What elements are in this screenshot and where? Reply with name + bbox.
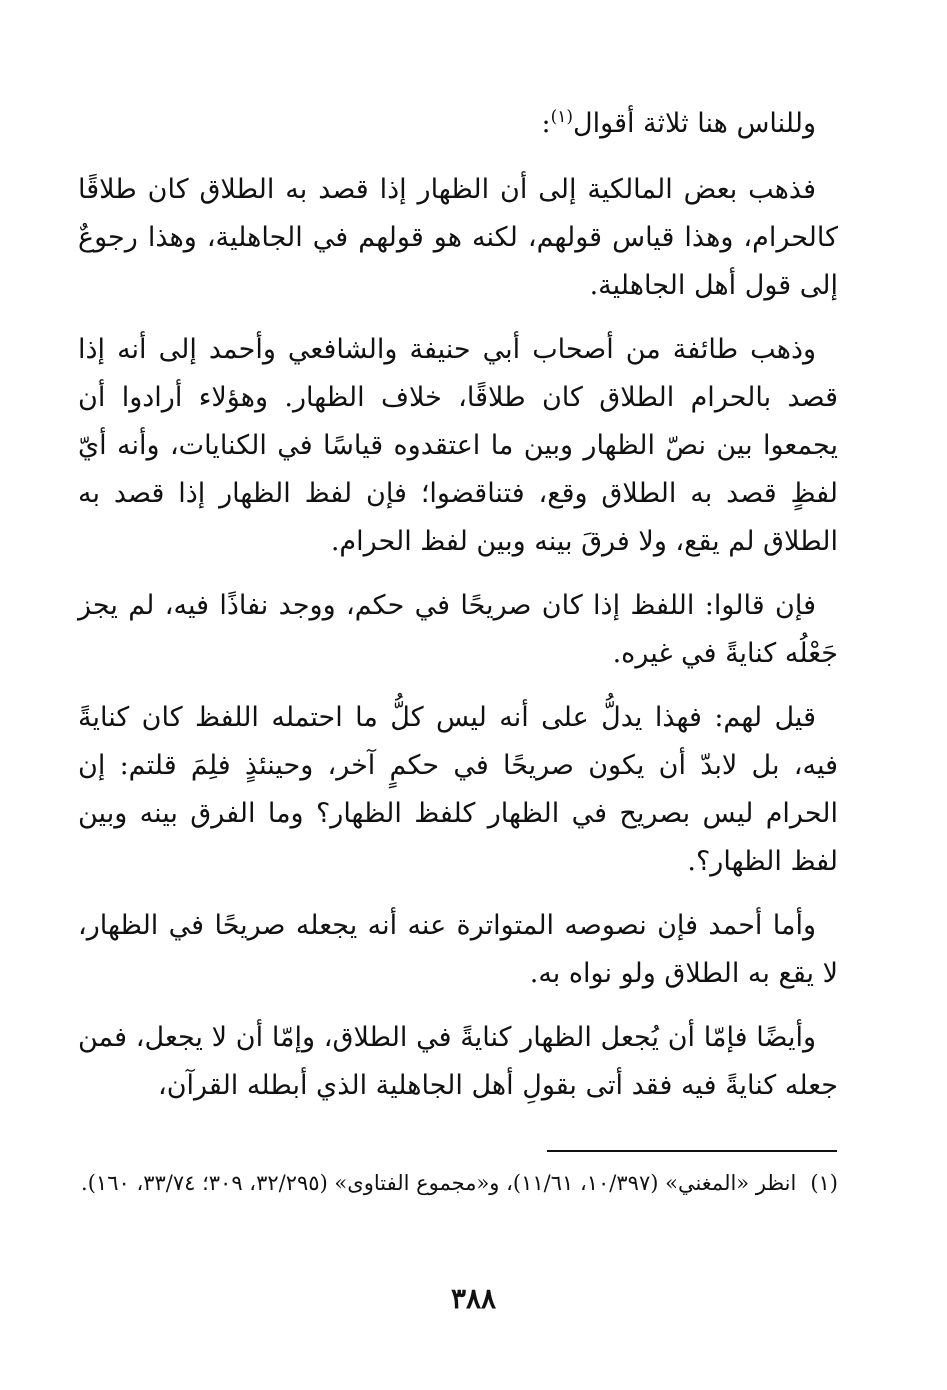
- paragraph-reply: قيل لهم: فهذا يدلُّ على أنه ليس كلُّ ما احتمله اللفظ كان كنايةً فيه، بل لابدّ أن يكون صريحًا في حكمٍ آخر، وحينئذٍ فلِمَ قلتم: إن الحرام ليس بصريح في الظهار كلفظ الظهار؟ وما الفرق بينه وبين لفظ الظهار؟.: [78, 702, 838, 877]
- footnote-number: (١): [810, 1171, 838, 1195]
- page-number: ٣٨٨: [450, 1282, 497, 1315]
- paragraph-moreover: وأيضًا فإمّا أن يُجعل الظهار كنايةً في الطلاق، وإمّا أن لا يجعل، فمن جعله كنايةً فيه فقد أتى بقولِ أهل الجاهلية الذي أبطله القرآن،: [78, 1022, 838, 1101]
- paragraph-ahmad: وأما أحمد فإن نصوصه المتواترة عنه أنه يجعله صريحًا في الظهار، لا يقع به الطلاق ولو نواه به.: [78, 910, 838, 989]
- intro-colon: :: [541, 108, 551, 139]
- page-body: [78, 100, 838, 1126]
- intro-text: وللناس هنا ثلاثة أقوال: [573, 108, 816, 139]
- main-text: [78, 100, 838, 1110]
- footnote-divider: [547, 1150, 837, 1152]
- footnotes: [78, 1165, 838, 1201]
- paragraph-hanafi-shafii: وذهب طائفة من أصحاب أبي حنيفة والشافعي وأحمد إلى أنه إذا قصد بالحرام الطلاق كان طلاقًا، خلاف الظهار. وهؤلاء أرادوا أن يجمعوا بين نصّ الظهار وبين ما اعتقدوه قياسًا في الكنايات، وأنه أيّ لفظٍ قصد به الطلاق وقع، فتناقضوا؛ فإن لفظ الظهار إذا قصد به الطلاق لم يقع، ولا فرقَ بينه وبين لفظ الحرام.: [78, 334, 838, 557]
- footnote-item: [78, 1165, 838, 1201]
- paragraph-intro: [78, 100, 838, 148]
- paragraph-maliki: فذهب بعض المالكية إلى أن الظهار إذا قصد به الطلاق كان طلاقًا كالحرام، وهذا قياس قولهم، لكنه هو قولهم في الجاهلية، وهذا رجوعٌ إلى قول أهل الجاهلية.: [78, 174, 838, 301]
- footnote-reference[interactable]: (١): [550, 107, 573, 127]
- footnote-text: انظر «المغني» (١٠/٣٩٧، ١١/٦١)، و«مجموع الفتاوى» (٣٢/٢٩٥، ٣٠٩؛ ٣٣/٧٤، ١٦٠).: [81, 1171, 797, 1195]
- paragraph-objection: فإن قالوا: اللفظ إذا كان صريحًا في حكم، ووجد نفاذًا فيه، لم يجز جَعْلُه كنايةً في غيره.: [78, 590, 838, 669]
